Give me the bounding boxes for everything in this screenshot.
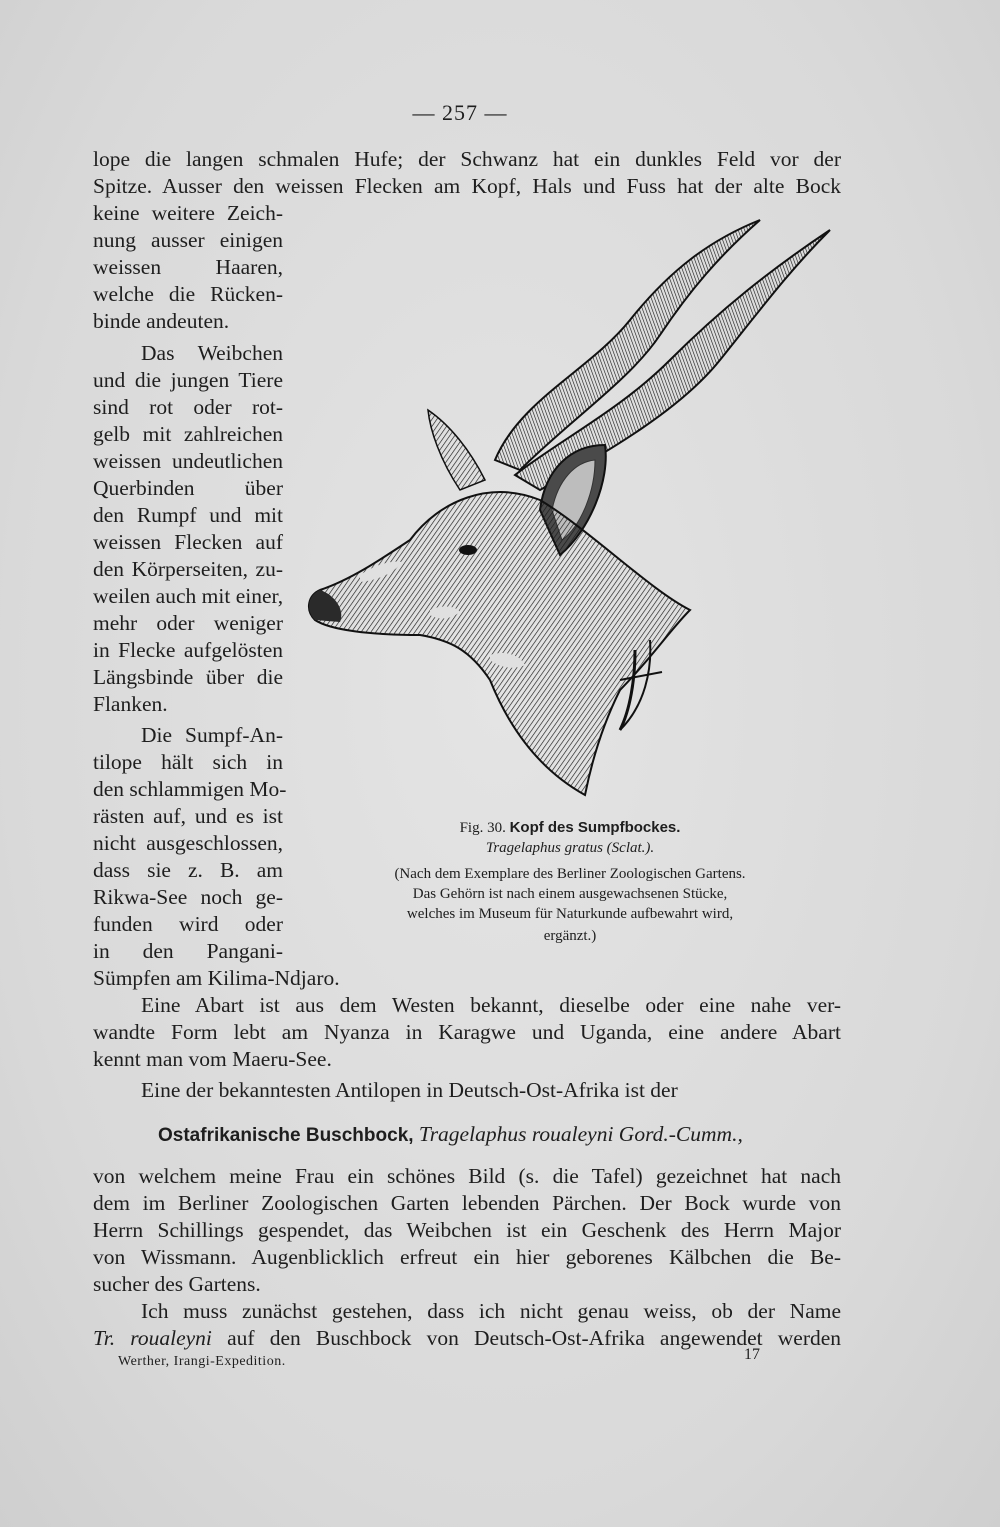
text-line: nicht ausgeschlossen, — [93, 831, 283, 855]
text-line: keine weitere Zeich- — [93, 201, 283, 225]
text-line: Eine Abart ist aus dem Westen bekannt, dieselbe oder eine nahe ver- — [141, 993, 841, 1017]
text-line: den Körperseiten, zu- — [93, 557, 283, 581]
figure-species: Tragelaphus gratus (Sclat.). — [485, 840, 655, 856]
text-line: Das Weibchen — [141, 341, 283, 365]
text-line: Spitze. Ausser den weissen Flecken am Kopf, Hals und Fuss hat der alte Bock — [93, 174, 841, 198]
text-line: dem im Berliner Zoologischen Garten lebenden Pärchen. Der Bock wurde von — [93, 1191, 841, 1215]
text-line: dass sie z. B. am — [93, 858, 283, 882]
text-line: nung ausser einigen — [93, 228, 283, 252]
text-line: den schlammigen Mo- — [93, 777, 287, 801]
figure-note-line: (Nach dem Exemplare des Berliner Zoologischen Gartens. — [394, 866, 746, 882]
heading-species: Tragelaphus roualeyni Gord.-Cumm., — [418, 1122, 743, 1146]
text-line: von Wissmann. Augenblicklich erfreut ein hier geborenes Kälbchen die Be- — [93, 1245, 841, 1269]
figure-number: Fig. 30. — [459, 820, 506, 836]
text-line: von welchem meine Frau ein schönes Bild (s. die Tafel) gezeichnet hat nach — [93, 1164, 841, 1188]
text-line: mehr oder weniger — [93, 611, 283, 635]
text-line: tilope hält sich in — [93, 750, 283, 774]
figure-note-line: ergänzt.) — [543, 928, 597, 944]
figure-caption-title — [340, 818, 800, 838]
text-line: rästen auf, und es ist — [93, 804, 283, 828]
text-line: binde andeuten. — [93, 309, 230, 333]
text-line: Flanken. — [93, 692, 168, 716]
text-line: weissen Haaren, — [93, 255, 283, 279]
species-abbrev: Tr. roualeyni — [93, 1326, 212, 1350]
text-line-rest: auf den Buschbock von Deutsch-Ost-Afrika angewendet werden — [227, 1326, 842, 1350]
figure-title: Kopf des Sumpfbockes. — [509, 819, 681, 836]
text-line — [93, 1325, 841, 1352]
figure-note-line: Das Gehörn ist nach einem ausgewachsenen Stücke, — [412, 886, 728, 902]
figure-note-line: welches im Museum für Naturkunde aufbewahrt wird, — [406, 906, 734, 922]
text-line: gelb mit zahlreichen — [93, 422, 283, 446]
text-line: funden wird oder — [93, 912, 283, 936]
text-line: weissen Flecken auf — [93, 530, 283, 554]
text-line: Eine der bekanntesten Antilopen in Deutsch-Ost-Afrika ist der — [141, 1078, 678, 1102]
text-line: kennt man vom Maeru-See. — [93, 1047, 332, 1071]
text-line: weissen undeutlichen — [93, 449, 283, 473]
text-line: lope die langen schmalen Hufe; der Schwanz hat ein dunkles Feld vor der — [93, 147, 841, 171]
text-line: sind rot oder rot- — [93, 395, 283, 419]
page-number: — 257 — — [412, 100, 508, 125]
text-line: und die jungen Tiere — [93, 368, 283, 392]
page-footer: Werther, Irangi-Expedition. — [118, 1354, 286, 1369]
text-line: Längsbinde über die — [93, 665, 283, 689]
antelope-head-illustration — [290, 210, 850, 810]
text-line: wandte Form lebt am Nyanza in Karagwe und Uganda, eine andere Abart — [93, 1020, 841, 1044]
section-heading — [158, 1122, 743, 1147]
heading-bold: Ostafrikanische Buschbock, — [158, 1125, 414, 1146]
text-line: weilen auch mit einer, — [93, 584, 284, 608]
text-line: Ich muss zunächst gestehen, dass ich nicht genau weiss, ob der Name — [141, 1299, 841, 1323]
text-line: in den Pangani- — [93, 939, 283, 963]
text-line: in Flecke aufgelösten — [93, 638, 283, 662]
text-line: Herrn Schillings gespendet, das Weibchen ist ein Geschenk des Herrn Major — [93, 1218, 841, 1242]
signature-mark: 17 — [744, 1346, 760, 1363]
text-line: Rikwa-See noch ge- — [93, 885, 283, 909]
text-line: Querbinden über — [93, 476, 283, 500]
text-line: den Rumpf und mit — [93, 503, 283, 527]
text-line: Sümpfen am Kilima-Ndjaro. — [93, 966, 340, 990]
text-line: Die Sumpf-An- — [141, 723, 283, 747]
text-line: sucher des Gartens. — [93, 1272, 261, 1296]
text-line: welche die Rücken- — [93, 282, 283, 306]
